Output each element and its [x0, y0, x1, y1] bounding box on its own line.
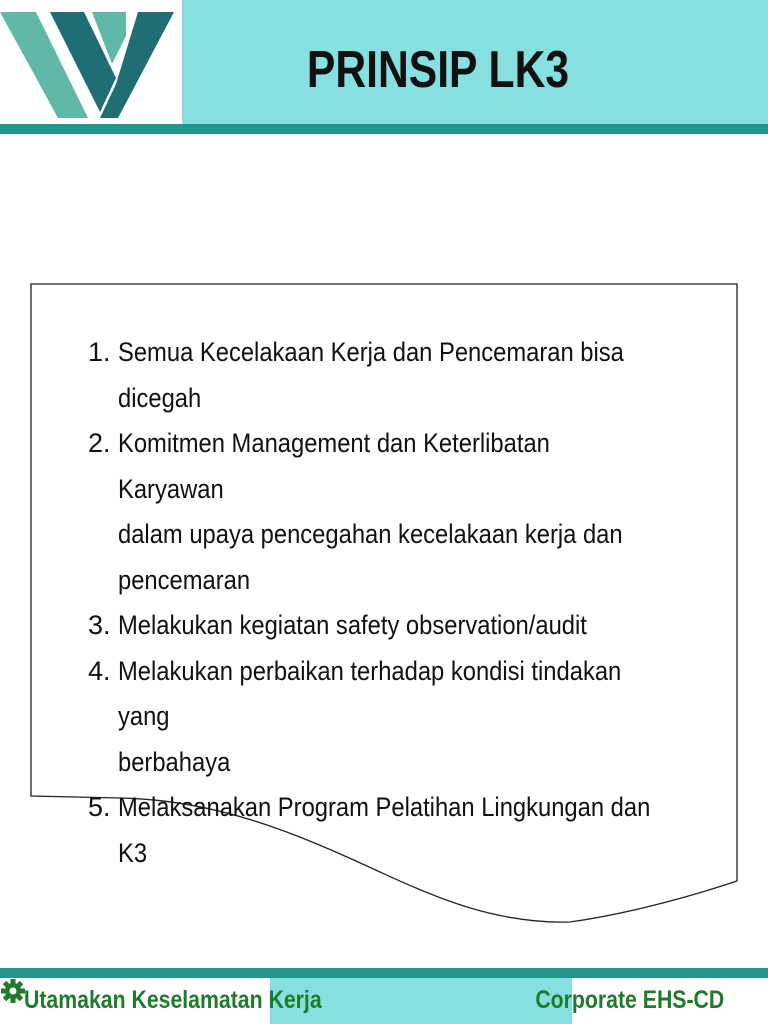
- list-item: [88, 421, 728, 603]
- item-text: berbahaya: [118, 746, 231, 777]
- principles-list: [88, 330, 728, 876]
- item-number: 1.: [88, 337, 111, 367]
- item-number: 5.: [88, 792, 111, 822]
- list-item: [88, 330, 728, 421]
- item-text: pencemaran: [118, 564, 251, 595]
- item-text: Semua Kecelakaan Kerja dan Pencemaran bisa dicegah: [118, 337, 624, 413]
- footer-divider: [0, 968, 768, 978]
- item-text: Melakukan kegiatan safety observation/audit: [118, 610, 587, 640]
- footer-slogan: Utamakan Keselamatan Kerja: [24, 986, 322, 1014]
- list-item: [88, 603, 728, 649]
- item-text: dalam upaya pencegahan kecelakaan kerja dan: [118, 519, 623, 549]
- item-text: Melakukan perbaikan terhadap kondisi tindakan yang: [118, 655, 622, 731]
- page-title: PRINSIP LK3: [306, 41, 570, 99]
- item-number: 3.: [88, 610, 111, 640]
- list-item: [88, 649, 728, 786]
- item-text: Melaksanakan Program Pelatihan Lingkungan dan K3: [118, 792, 651, 868]
- item-number: 2.: [88, 428, 111, 458]
- footer-department: Corporate EHS-CD: [535, 986, 724, 1014]
- item-text: Komitmen Management dan Keterlibatan Karyawan: [118, 428, 550, 504]
- item-number: 4.: [88, 655, 111, 686]
- gear-icon: [0, 974, 26, 1008]
- list-item: [88, 785, 728, 876]
